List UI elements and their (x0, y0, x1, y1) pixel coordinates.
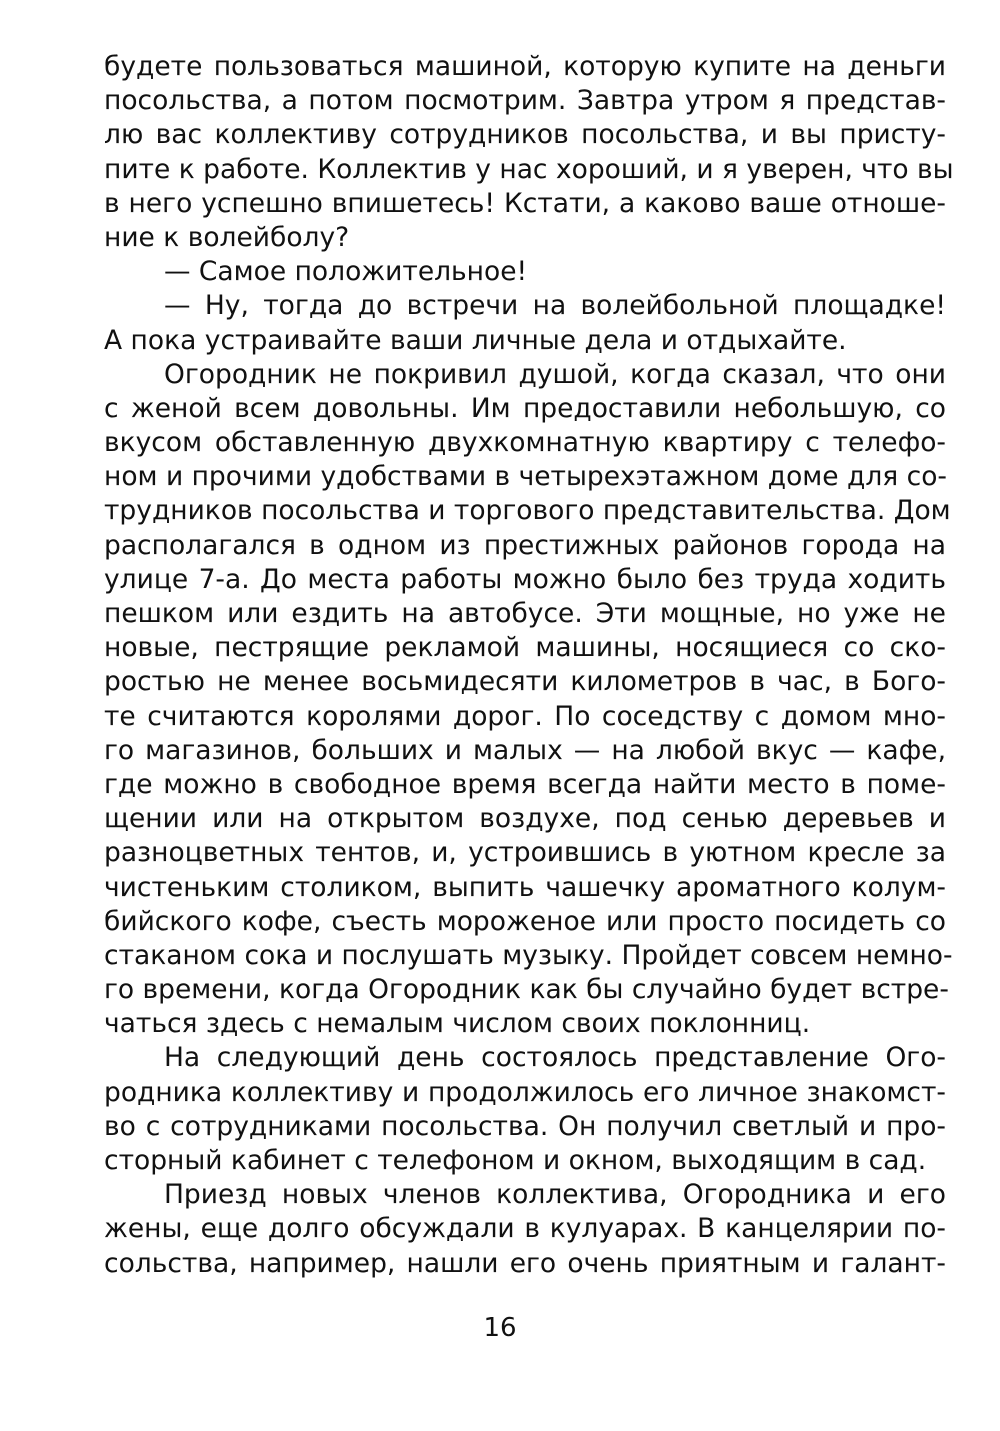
text-line: будете пользоваться машиной, которую купите на деньги (104, 51, 946, 82)
text-line: пите к работе. Коллектив у нас хороший, и я уверен, что вы (104, 153, 954, 185)
text-line: го времени, когда Огородник как бы случайно будет встре- (104, 974, 949, 1006)
body-text (104, 50, 954, 1281)
text-line: с женой всем довольны. Им предоставили небольшую, со (104, 392, 946, 424)
text-line: жены, еще долго обсуждали в кулуарах. В канцелярии по- (104, 1213, 946, 1245)
text-line: пешком или ездить на автобусе. Эти мощные, но уже не (104, 598, 946, 629)
text-line: где можно в свободное время всегда найти место в поме- (104, 768, 946, 800)
text-line: в него успешно впишетесь! Кстати, а каково ваше отноше- (104, 187, 946, 219)
text-line: сольства, например, нашли его очень приятным и галант- (104, 1247, 946, 1279)
text-line: ном и прочими удобствами в четырехэтажном доме для со- (104, 461, 947, 493)
paragraph (104, 1041, 946, 1178)
text-line: стаканом сока и послушать музыку. Пройдет совсем немно- (104, 939, 953, 971)
text-line: ростью не менее восьмидесяти километров в час, в Бого- (104, 666, 946, 698)
text-line: улице 7-а. До места работы можно было без труда ходить (104, 563, 946, 595)
text-line: ние к волейболу? (104, 221, 350, 253)
page-number: 16 (483, 1313, 517, 1343)
text-line: трудников посольства и торгового представительства. Дом (104, 495, 951, 527)
text-line: — Ну, тогда до встречи на волейбольной площадке! (164, 290, 946, 322)
text-line: новые, пестрящие рекламой машины, носящиеся со ско- (104, 632, 946, 664)
paragraph (104, 289, 946, 357)
text-line: щении или на открытом воздухе, под сенью деревьев и (104, 803, 946, 835)
text-line: чаться здесь с немалым числом своих поклонниц. (104, 1008, 811, 1040)
text-line: располагался в одном из престижных районов города на (104, 529, 946, 561)
text-line: посольства, а потом посмотрим. Завтра утром я представ- (104, 85, 946, 117)
paragraph (104, 50, 954, 255)
paragraph (104, 1178, 946, 1281)
text-line: лю вас коллективу сотрудников посольства, и вы присту- (104, 119, 946, 151)
text-line: А пока устраивайте ваши личные дела и отдыхайте. (104, 324, 847, 356)
text-line: — Самое положительное! (164, 256, 528, 288)
text-line: Приезд новых членов коллектива, Огородника и его (164, 1179, 946, 1211)
text-line: родника коллективу и продолжилось его личное знакомст- (104, 1076, 946, 1108)
text-line: сторный кабинет с телефоном и окном, выходящим в сад. (104, 1145, 927, 1176)
text-line: На следующий день состоялось представление Ого- (164, 1042, 946, 1074)
text-line: разноцветных тентов, и, устроившись в уютном кресле за (104, 837, 946, 869)
text-line: чистеньким столиком, выпить чашечку ароматного колум- (104, 871, 946, 903)
text-line: го магазинов, больших и малых — на любой вкус — кафе, (104, 734, 946, 766)
paragraph (104, 358, 953, 1042)
text-line: Огородник не покривил душой, когда сказал, что они (164, 358, 946, 390)
text-line: те считаются королями дорог. По соседству с домом мно- (104, 700, 946, 732)
text-line: во с сотрудниками посольства. Он получил светлый и про- (104, 1110, 946, 1142)
text-line: бийского кофе, съесть мороженое или просто посидеть со (104, 905, 946, 937)
paragraph (104, 255, 946, 289)
text-line: вкусом обставленную двухкомнатную квартиру с телефо- (104, 427, 946, 459)
